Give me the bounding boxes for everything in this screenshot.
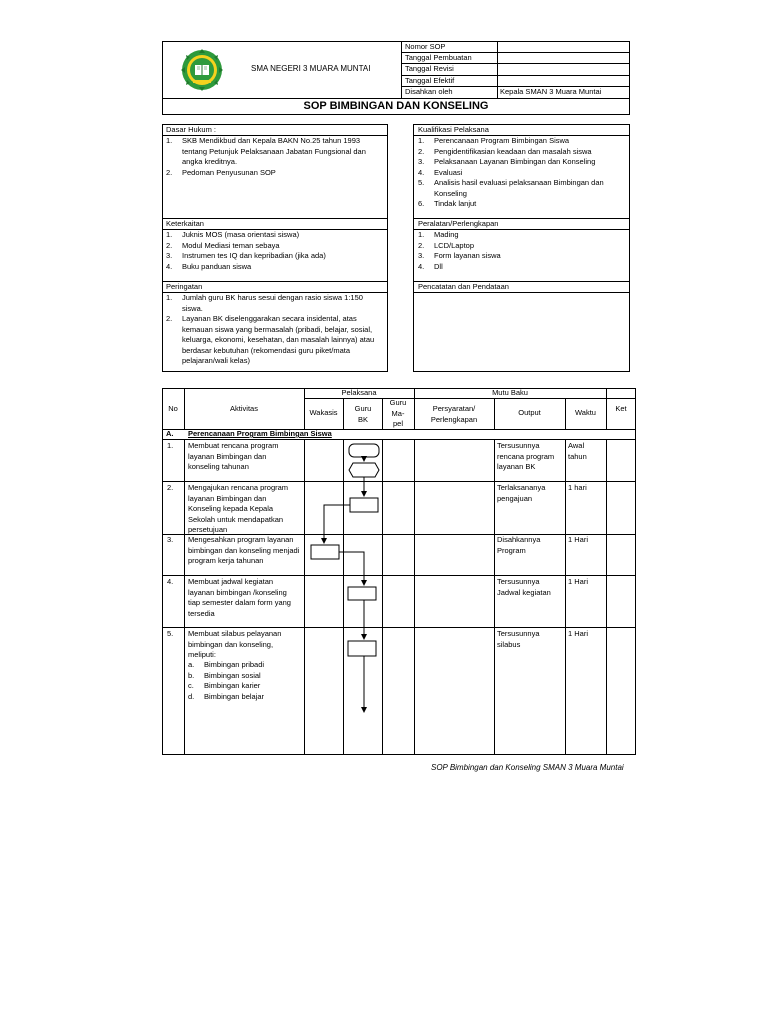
meta-label-pembuatan: Tanggal Pembuatan [405, 53, 472, 62]
meta-value-disahkan: Kepala SMAN 3 Muara Muntai [500, 87, 602, 96]
col-header-persyaratan: Persyaratan/ Perlengkapan [430, 404, 478, 424]
list-item: 3. Instrumen tes IQ dan kepribadian (jika ada) [166, 251, 326, 260]
row-aktivitas: Membuat rencana program layanan Bimbingan dan konseling tahunan [188, 441, 279, 471]
col-header-guru-bk: Guru BK [354, 404, 372, 424]
list-item: 1. Mading [418, 230, 459, 239]
row-output: Disahkannya Program [497, 535, 541, 555]
list-item: a. Bimbingan pribadi [188, 660, 265, 669]
col-header-aktivitas: Aktivitas [230, 404, 258, 413]
row-aktivitas: Membuat silabus pelayanan bimbingan dan konseling, meliputi: [188, 629, 282, 659]
kualifikasi-title: Kualifikasi Pelaksana [418, 125, 489, 134]
list-item: 1. Jumlah guru BK harus sesui dengan rasio siswa 1:150 siswa. [166, 293, 363, 313]
row-number: 1. [167, 441, 174, 450]
row-waktu: 1 Hari [568, 577, 589, 586]
row-output: Tersusunnya Jadwal kegiatan [497, 577, 551, 597]
list-item: 6. Tindak lanjut [418, 199, 477, 208]
list-item: 2. Layanan BK diselenggarakan secara insidental, atas kemauan siswa yang bermasalah (pribadi, belajar, sosial, keluarga, ekonomi, kesehatan, dan masalah lainnya) atau berdasar kebutuhan (rekomendasi guru piket/mata pelajaran/wali kelas) [166, 314, 375, 365]
school-name: SMA NEGERI 3 MUARA MUNTAI [251, 64, 371, 73]
row-waktu: Awal tahun [568, 441, 587, 461]
list-item: 4. Dll [418, 261, 443, 271]
list-item: 2. Pedoman Penyusunan SOP [166, 167, 276, 177]
list-item: 1. Juknis MOS (masa orientasi siswa) [166, 230, 300, 239]
col-header-mutu-baku: Mutu Baku [492, 388, 528, 397]
row-output: Tersusunnya silabus [497, 629, 540, 649]
list-item: 2. Pengidentifikasian keadaan dan masalah siswa [418, 146, 592, 156]
row-number: 4. [167, 577, 174, 586]
meta-label-disahkan: Disahkan oleh [405, 87, 453, 96]
flow-process-2 [350, 498, 378, 512]
flow-connector [324, 505, 350, 543]
section-title: Perencanaan Program Bimbingan Siswa [188, 429, 332, 438]
row-aktivitas: Mengesahkan program layanan bimbingan dan konseling menjadi program kerja tahunan [188, 535, 300, 565]
list-item: 1. SKB Mendikbud dan Kepala BAKN No.25 tahun 1993 tentang Petunjuk Pelaksanaan Jabatan Fungsional dan angka kreditnya. [166, 136, 366, 166]
meta-label-efektif: Tanggal Efektif [405, 76, 455, 85]
row-output: Terlaksananya pengajuan [497, 483, 546, 503]
col-header-output: Output [518, 408, 541, 417]
section-number: A. [166, 429, 174, 438]
row-waktu: 1 Hari [568, 535, 589, 544]
keterkaitan-title: Keterkaitan [166, 219, 204, 228]
list-item: 4. Evaluasi [418, 167, 463, 177]
row-number: 3. [167, 535, 174, 544]
peralatan-title: Peralatan/Perlengkapan [418, 219, 499, 228]
list-item: d. Bimbingan belajar [188, 691, 265, 701]
list-item: c. Bimbingan karier [188, 681, 261, 690]
col-header-wakasis: Wakasis [309, 408, 338, 417]
page-footer: SOP Bimbingan dan Konseling SMAN 3 Muara Muntai [431, 763, 624, 772]
col-header-waktu: Waktu [575, 408, 596, 417]
list-item: 3. Form layanan siswa [418, 251, 501, 260]
dasar-hukum-title: Dasar Hukum : [166, 125, 217, 134]
list-item: b. Bimbingan sosial [188, 670, 261, 680]
peringatan-title: Peringatan [166, 282, 203, 291]
row-waktu: 1 hari [568, 483, 587, 492]
list-item: 1. Perencanaan Program Bimbingan Siswa [418, 136, 570, 145]
row-number: 5. [167, 629, 174, 638]
flow-process-3 [311, 545, 339, 559]
flow-process-4 [348, 587, 376, 600]
list-item: 2. LCD/Laptop [418, 240, 475, 250]
flow-connector [339, 552, 364, 585]
meta-label-revisi: Tanggal Revisi [405, 64, 454, 73]
row-waktu: 1 Hari [568, 629, 589, 638]
col-header-no: No [168, 404, 178, 413]
list-item: 3. Pelaksanaan Layanan Bimbingan dan Konseling [418, 157, 596, 166]
list-item: 4. Buku panduan siswa [166, 261, 252, 271]
pencatatan-title: Pencatatan dan Pendataan [418, 282, 509, 291]
row-output: Tersusunnya rencana program layanan BK [497, 441, 555, 471]
flow-start-terminator [349, 444, 379, 457]
flow-process-5 [348, 641, 376, 656]
col-header-ket: Ket [615, 404, 627, 413]
col-header-guru-mapel: Guru Ma-pel [389, 398, 407, 428]
list-item: 5. Analisis hasil evaluasi pelaksanaan Bimbingan dan Konseling [418, 178, 604, 198]
meta-label-nomor: Nomor SOP [405, 42, 446, 51]
row-number: 2. [167, 483, 174, 492]
page-title: SOP BIMBINGAN DAN KONSELING [303, 100, 489, 112]
col-header-pelaksana: Pelaksana [341, 388, 377, 397]
list-item: 2. Modul Mediasi teman sebaya [166, 240, 280, 250]
flow-preparation [349, 463, 379, 477]
row-aktivitas: Membuat jadwal kegiatan layanan bimbingan /konseling tiap semester dalam form yang tersedia [188, 577, 291, 618]
row-aktivitas: Mengajukan rencana program layanan Bimbingan dan Konseling kepada Kepala Sekolah untuk mendapatkan persetujuan [188, 483, 289, 534]
